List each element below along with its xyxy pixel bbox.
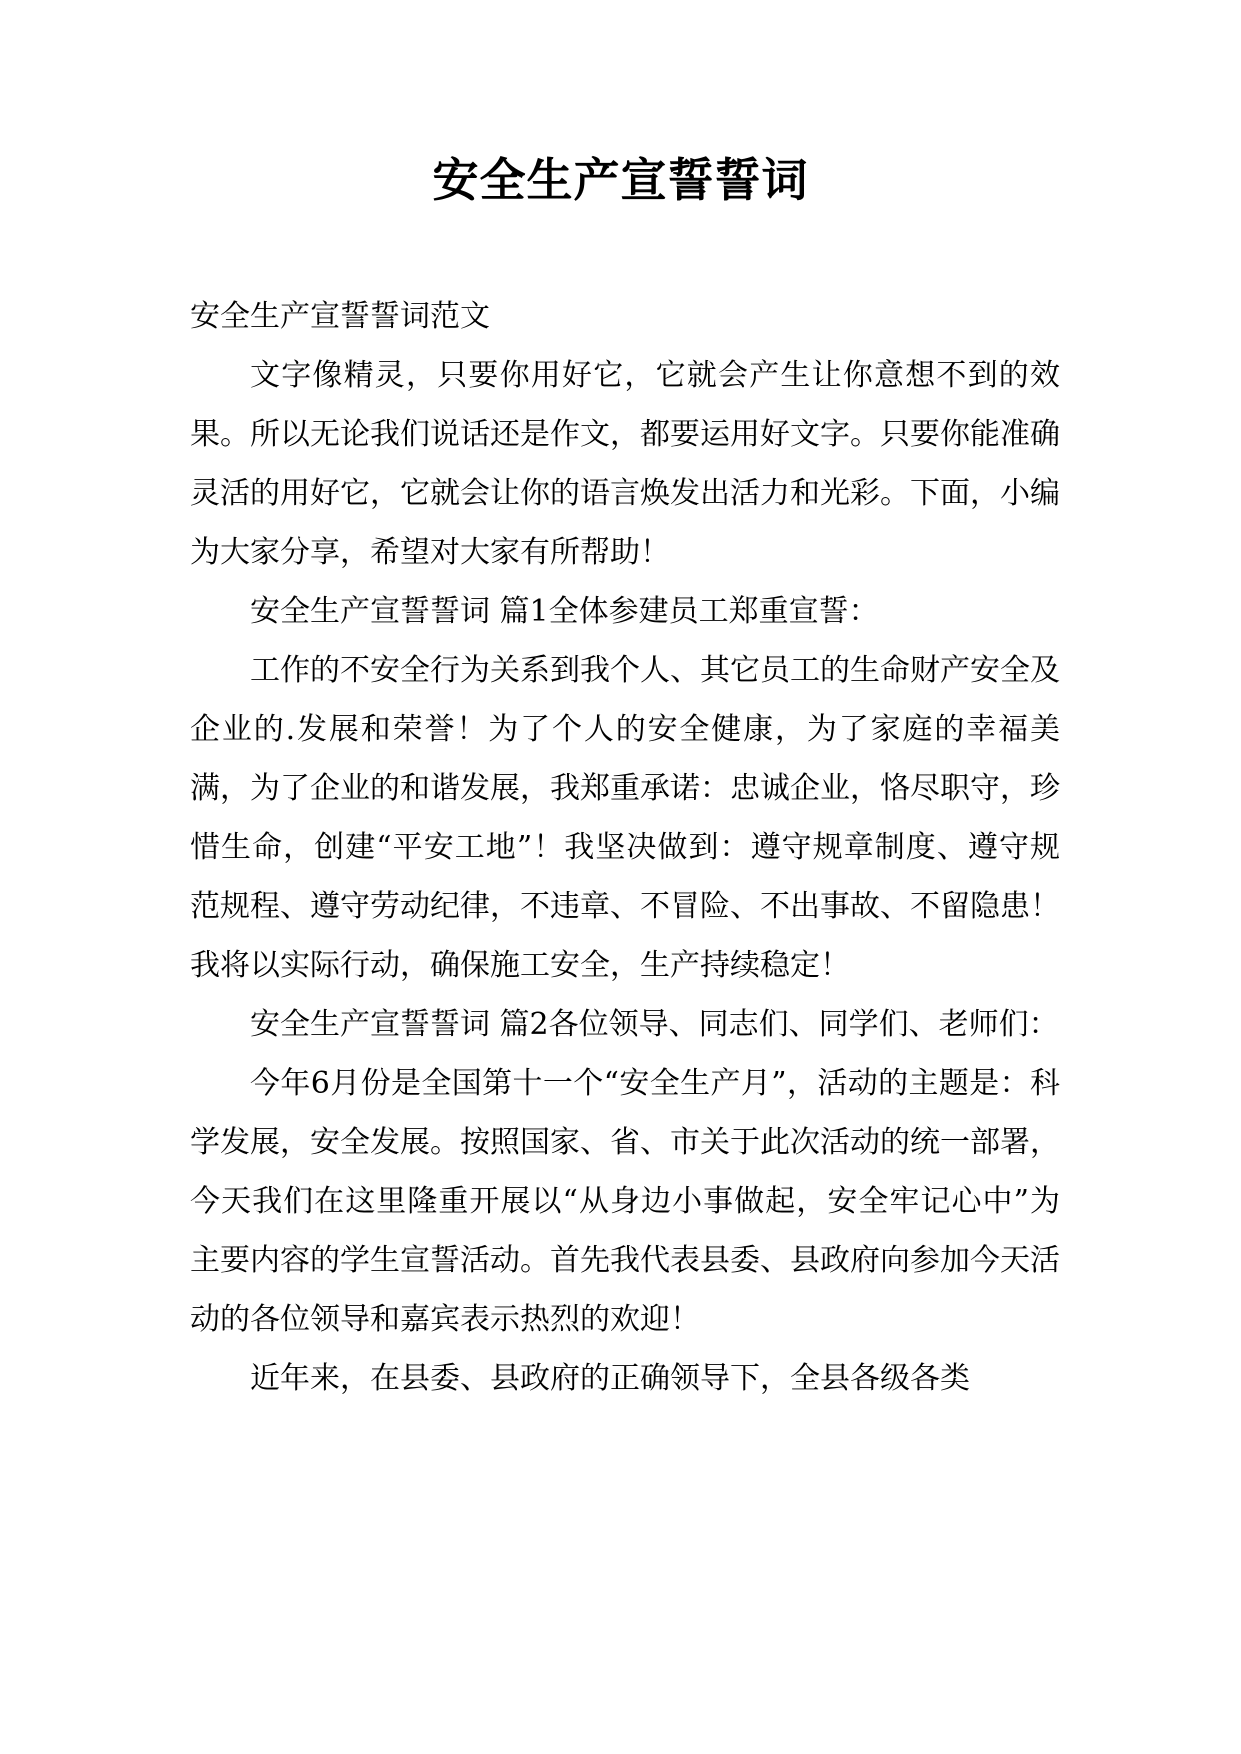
paragraph-part2-continued: 近年来，在县委、县政府的正确领导下，全县各级各类 bbox=[250, 1361, 970, 1396]
paragraph-part1-heading: 安全生产宣誓誓词 篇1全体参建员工郑重宣誓： bbox=[250, 594, 879, 629]
document-body bbox=[190, 287, 1060, 1408]
paragraph-intro: 文字像精灵，只要你用好它，它就会产生让你意想不到的效果。所以无论我们说话还是作文，都要运用好文字。只要你能准确灵活的用好它，它就会让你的语言焕发出活力和光彩。下面，小编为大家分享，希望对大家有所帮助！ bbox=[190, 358, 1060, 570]
document-subtitle: 安全生产宣誓誓词范文 bbox=[190, 299, 490, 334]
paragraph-part2-body: 今年6月份是全国第十一个“安全生产月”，活动的主题是：科学发展，安全发展。按照国家、省、市关于此次活动的统一部署，今天我们在这里隆重开展以“从身边小事做起，安全牢记心中”为主要内容的学生宣誓活动。首先我代表县委、县政府向参加今天活动的各位领导和嘉宾表示热烈的欢迎！ bbox=[190, 1066, 1060, 1337]
paragraph-part1-oath: 工作的不安全行为关系到我个人、其它员工的生命财产安全及企业的.发展和荣誉！为了个人的安全健康，为了家庭的幸福美满，为了企业的和谐发展，我郑重承诺：忠诚企业，恪尽职守，珍惜生命，创建“平安工地”！我坚决做到：遵守规章制度、遵守规范规程、遵守劳动纪律，不违章、不冒险、不出事故、不留隐患！我将以实际行动，确保施工安全，生产持续稳定！ bbox=[190, 653, 1060, 983]
document-title: 安全生产宣誓誓词 bbox=[432, 153, 809, 207]
paragraph-part2-heading: 安全生产宣誓誓词 篇2各位领导、同志们、同学们、老师们： bbox=[250, 1007, 1059, 1042]
